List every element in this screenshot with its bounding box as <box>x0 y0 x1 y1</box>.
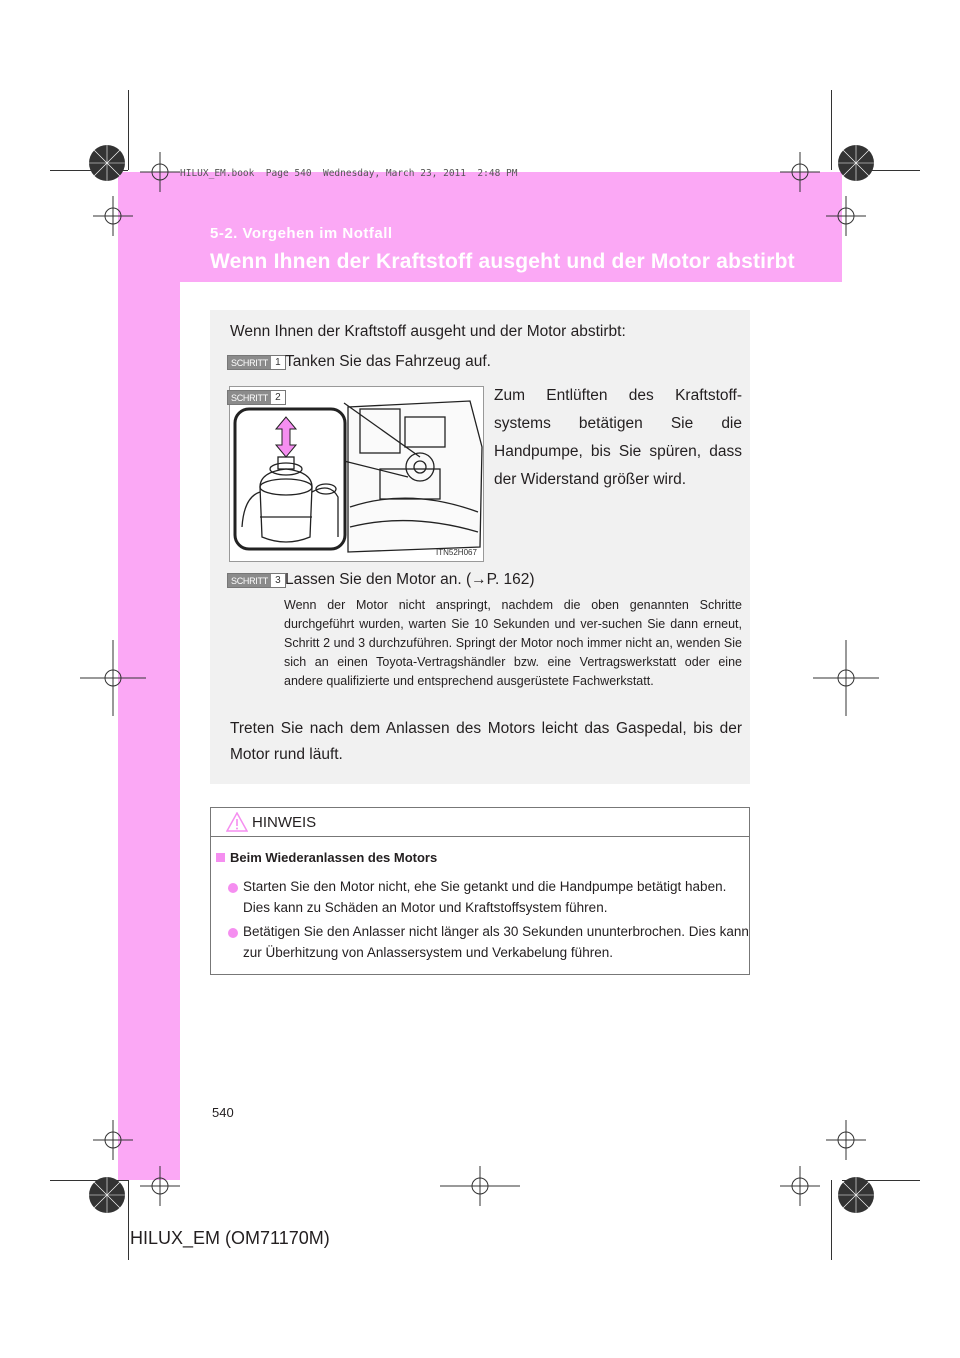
step-number: 2 <box>271 391 285 404</box>
step-number: 1 <box>271 356 285 369</box>
step-2-text: Zum Entlüften des Kraftstoff-systems betätigen Sie die Handpumpe, bis Sie spüren, dass der Widerstand größer wird. <box>494 387 742 488</box>
steps-intro: Wenn Ihnen der Kraftstoff ausgeht und der Motor abstirbt: <box>230 323 626 340</box>
figure-code: ITN52H067 <box>436 548 477 557</box>
page-number: 540 <box>212 1105 234 1120</box>
step-word: SCHRITT <box>228 574 271 587</box>
step-word: SCHRITT <box>228 356 271 369</box>
section-label: 5-2. Vorgehen im Notfall <box>210 225 393 242</box>
hand-pump-illustration <box>230 387 483 561</box>
step-number: 3 <box>271 574 285 587</box>
bullet-icon <box>228 928 238 938</box>
after-start-text: Treten Sie nach dem Anlassen des Motors leicht das Gaspedal, bis der Motor rund läuft. <box>230 720 742 763</box>
notice-bullet-1: Starten Sie den Motor nicht, ehe Sie getankt und die Handpumpe betätigt haben. Dies kann zu Schäden an Motor und Kraftstoffsystem führen. <box>243 879 727 915</box>
step-1-tag <box>227 355 286 370</box>
square-bullet-icon <box>216 853 225 862</box>
notice-divider <box>210 836 750 837</box>
step-3-note: Wenn der Motor nicht anspringt, nachdem die oben genannten Schritte durchgeführt wurden, warten Sie 10 Sekunden und ver-suchen Sie dann erneut, Schritt 2 und 3 durchzuführen. Springt der Motor noch immer nicht an, wenden Sie sich an einen Toyota-Vertragshändler bzw. eine Vertragswerkstatt oder eine andere qualifizierte und entsprechend ausgerüstete Fachwerkstatt. <box>284 598 742 688</box>
step-word: SCHRITT <box>228 391 271 404</box>
fuel-pump-figure <box>229 386 484 562</box>
notice-subheading: Beim Wiederanlassen des Motors <box>230 850 438 865</box>
step-3-text: Lassen Sie den Motor an. (→P. 162) <box>285 571 535 588</box>
step-2-tag <box>227 390 286 405</box>
bullet-icon <box>228 883 238 893</box>
warning-icon <box>226 812 248 832</box>
step-1-text: Tanken Sie das Fahrzeug auf. <box>285 353 491 370</box>
step-3-tag <box>227 573 286 588</box>
book-info-line: HILUX_EM.book Page 540 Wednesday, March 23, 2011 2:48 PM <box>180 168 518 179</box>
footer-code: HILUX_EM (OM71170M) <box>130 1228 330 1248</box>
page-title: Wenn Ihnen der Kraftstoff ausgeht und der Motor abstirbt <box>210 250 795 273</box>
notice-bullet-2: Betätigen Sie den Anlasser nicht länger als 30 Sekunden ununterbrochen. Dies kann zur Überhitzung von Anlassersystem und Verkabelung führen. <box>243 924 749 960</box>
notice-heading: HINWEIS <box>252 814 317 831</box>
